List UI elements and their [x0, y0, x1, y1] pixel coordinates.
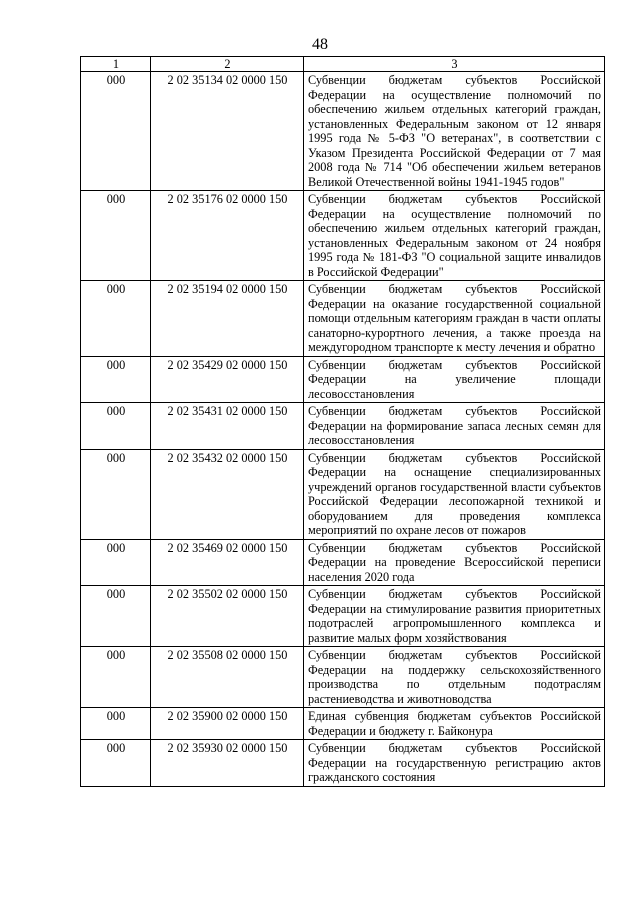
budget-code-cell: 2 02 35432 02 0000 150: [151, 449, 304, 539]
budget-code-cell: 2 02 35134 02 0000 150: [151, 72, 304, 191]
table-row: [81, 356, 605, 403]
description-cell: Субвенции бюджетам субъектов Российской Федерации на поддержку сельскохозяйственного производства по отдельным подотраслям растениеводства и животноводства: [304, 647, 605, 708]
admin-code-cell: 000: [81, 191, 151, 281]
budget-codes-table: [80, 56, 605, 787]
column-header-3: 3: [304, 57, 605, 72]
budget-code-cell: 2 02 35930 02 0000 150: [151, 740, 304, 787]
description-cell: Субвенции бюджетам субъектов Российской Федерации на осуществление полномочий по обеспечению жильем отдельных категорий граждан, установленных Федеральным законом от 12 января 1995 года № 5-ФЗ "О ветеранах", в соответствии с Указом Президента Российской Федерации от 7 мая 2008 года № 714 "Об обеспечении жильем ветеранов Великой Отечественной войны 1941-1945 годов": [304, 72, 605, 191]
table-row: [81, 647, 605, 708]
table-row: [81, 740, 605, 787]
budget-code-cell: 2 02 35469 02 0000 150: [151, 539, 304, 586]
table-row: [81, 586, 605, 647]
admin-code-cell: 000: [81, 708, 151, 740]
table-row: [81, 281, 605, 357]
admin-code-cell: 000: [81, 539, 151, 586]
budget-code-cell: 2 02 35508 02 0000 150: [151, 647, 304, 708]
page-number: 48: [312, 36, 328, 53]
description-cell: Субвенции бюджетам субъектов Российской Федерации на оказание государственной социальной помощи отдельным категориям граждан в части оплаты санаторно-курортного лечения, а также проезда на междугородном транспорте к месту лечения и обратно: [304, 281, 605, 357]
description-cell: Субвенции бюджетам субъектов Российской Федерации на оснащение специализированных учреждений органов государственной власти субъектов Российской Федерации лесопожарной техникой и оборудованием для проведения комплекса мероприятий по охране лесов от пожаров: [304, 449, 605, 539]
admin-code-cell: 000: [81, 403, 151, 450]
admin-code-cell: 000: [81, 281, 151, 357]
budget-code-cell: 2 02 35429 02 0000 150: [151, 356, 304, 403]
table-row: [81, 191, 605, 281]
budget-code-cell: 2 02 35502 02 0000 150: [151, 586, 304, 647]
admin-code-cell: 000: [81, 72, 151, 191]
admin-code-cell: 000: [81, 647, 151, 708]
table-header-row: [81, 57, 605, 72]
budget-code-cell: 2 02 35194 02 0000 150: [151, 281, 304, 357]
admin-code-cell: 000: [81, 356, 151, 403]
description-cell: Субвенции бюджетам субъектов Российской Федерации на государственную регистрацию актов гражданского состояния: [304, 740, 605, 787]
description-cell: Субвенции бюджетам субъектов Российской Федерации на осуществление полномочий по обеспечению жильем отдельных категорий граждан, установленных Федеральным законом от 24 ноября 1995 года № 181-ФЗ "О социальной защите инвалидов в Российской Федерации": [304, 191, 605, 281]
budget-code-cell: 2 02 35176 02 0000 150: [151, 191, 304, 281]
budget-code-cell: 2 02 35900 02 0000 150: [151, 708, 304, 740]
description-cell: Субвенции бюджетам субъектов Российской Федерации на увеличение площади лесовосстановления: [304, 356, 605, 403]
table-row: [81, 403, 605, 450]
description-cell: Субвенции бюджетам субъектов Российской Федерации на стимулирование развития приоритетных подотраслей агропромышленного комплекса и развитие малых форм хозяйствования: [304, 586, 605, 647]
table-row: [81, 72, 605, 191]
table-row: [81, 449, 605, 539]
description-cell: Субвенции бюджетам субъектов Российской Федерации на проведение Всероссийской переписи населения 2020 года: [304, 539, 605, 586]
admin-code-cell: 000: [81, 449, 151, 539]
admin-code-cell: 000: [81, 586, 151, 647]
table-row: [81, 708, 605, 740]
description-cell: Единая субвенция бюджетам субъектов Российской Федерации и бюджету г. Байконура: [304, 708, 605, 740]
column-header-1: 1: [81, 57, 151, 72]
column-header-2: 2: [151, 57, 304, 72]
description-cell: Субвенции бюджетам субъектов Российской Федерации на формирование запаса лесных семян для лесовосстановления: [304, 403, 605, 450]
table-row: [81, 539, 605, 586]
budget-code-cell: 2 02 35431 02 0000 150: [151, 403, 304, 450]
admin-code-cell: 000: [81, 740, 151, 787]
